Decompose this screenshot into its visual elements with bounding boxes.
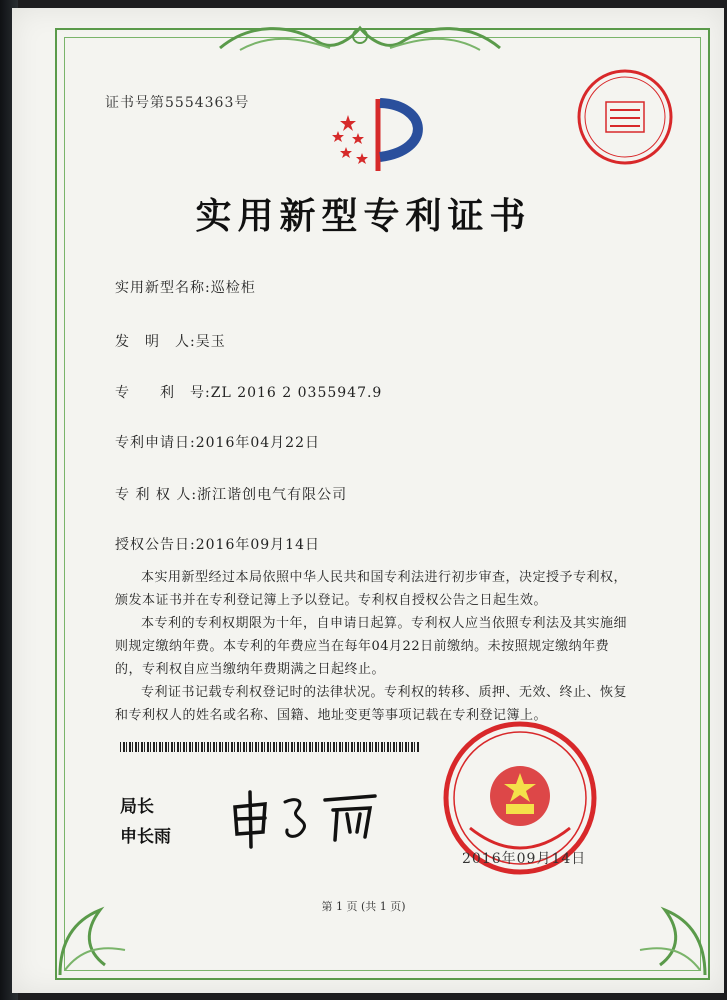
field-label: 发 明 人: bbox=[115, 334, 196, 350]
signatory-title: 局长 bbox=[120, 797, 154, 817]
field-value: 吴玉 bbox=[195, 334, 226, 350]
corner-ornament-bottom-left bbox=[55, 880, 135, 980]
field-patentee bbox=[115, 484, 347, 504]
field-application-date bbox=[115, 432, 320, 452]
handwritten-signature bbox=[225, 782, 395, 852]
field-utility-model-name bbox=[115, 277, 256, 297]
top-ornament bbox=[210, 18, 510, 63]
field-label: 实用新型名称: bbox=[115, 280, 211, 296]
cnipa-logo-icon bbox=[318, 95, 438, 175]
field-grant-date bbox=[115, 534, 320, 554]
seal-date: 2016年09月14日 bbox=[462, 851, 587, 867]
field-value: 2016年04月22日 bbox=[195, 435, 320, 451]
field-value: 浙江谐创电气有限公司 bbox=[197, 487, 348, 503]
field-label: 专 利 号: bbox=[115, 385, 211, 401]
corner-ornament-bottom-right bbox=[630, 880, 710, 980]
field-inventor bbox=[115, 331, 226, 351]
body-paragraph-1: 本实用新型经过本局依照中华人民共和国专利法进行初步审查，决定授予专利权，颁发本证书并在专利登记簿上予以登记。专利权自授权公告之日起生效。 bbox=[115, 570, 628, 608]
field-value: 巡检柜 bbox=[210, 280, 256, 296]
field-label: 授权公告日: bbox=[115, 537, 196, 553]
field-value: ZL 2016 2 0355947.9 bbox=[210, 385, 383, 401]
barcode bbox=[120, 742, 420, 752]
field-value: 2016年09月14日 bbox=[195, 537, 320, 553]
certificate-number: 证书号第5554363号 bbox=[105, 95, 250, 111]
field-patent-number bbox=[115, 382, 382, 402]
tax-stamp-seal bbox=[570, 62, 680, 172]
page-number: 第 1 页 (共 1 页) bbox=[321, 900, 406, 913]
signatory-name: 申长雨 bbox=[120, 827, 171, 847]
body-paragraph-3: 专利证书记载专利权登记时的法律状况。专利权的转移、质押、无效、终止、恢复和专利权人的姓名或名称、国籍、地址变更等事项记载在专利登记簿上。 bbox=[115, 685, 628, 723]
certificate-body bbox=[115, 566, 635, 727]
field-label: 专利申请日: bbox=[115, 435, 196, 451]
body-paragraph-2: 本专利的专利权期限为十年，自申请日起算。专利权人应当依照专利法及其实施细则规定缴纳年费。本专利的年费应当在每年04月22日前缴纳。未按照规定缴纳年费的，专利权自应当缴纳年费期满之日起终止。 bbox=[115, 616, 628, 677]
field-label: 专 利 权 人: bbox=[115, 487, 198, 503]
certificate-title: 实用新型专利证书 bbox=[195, 195, 532, 237]
